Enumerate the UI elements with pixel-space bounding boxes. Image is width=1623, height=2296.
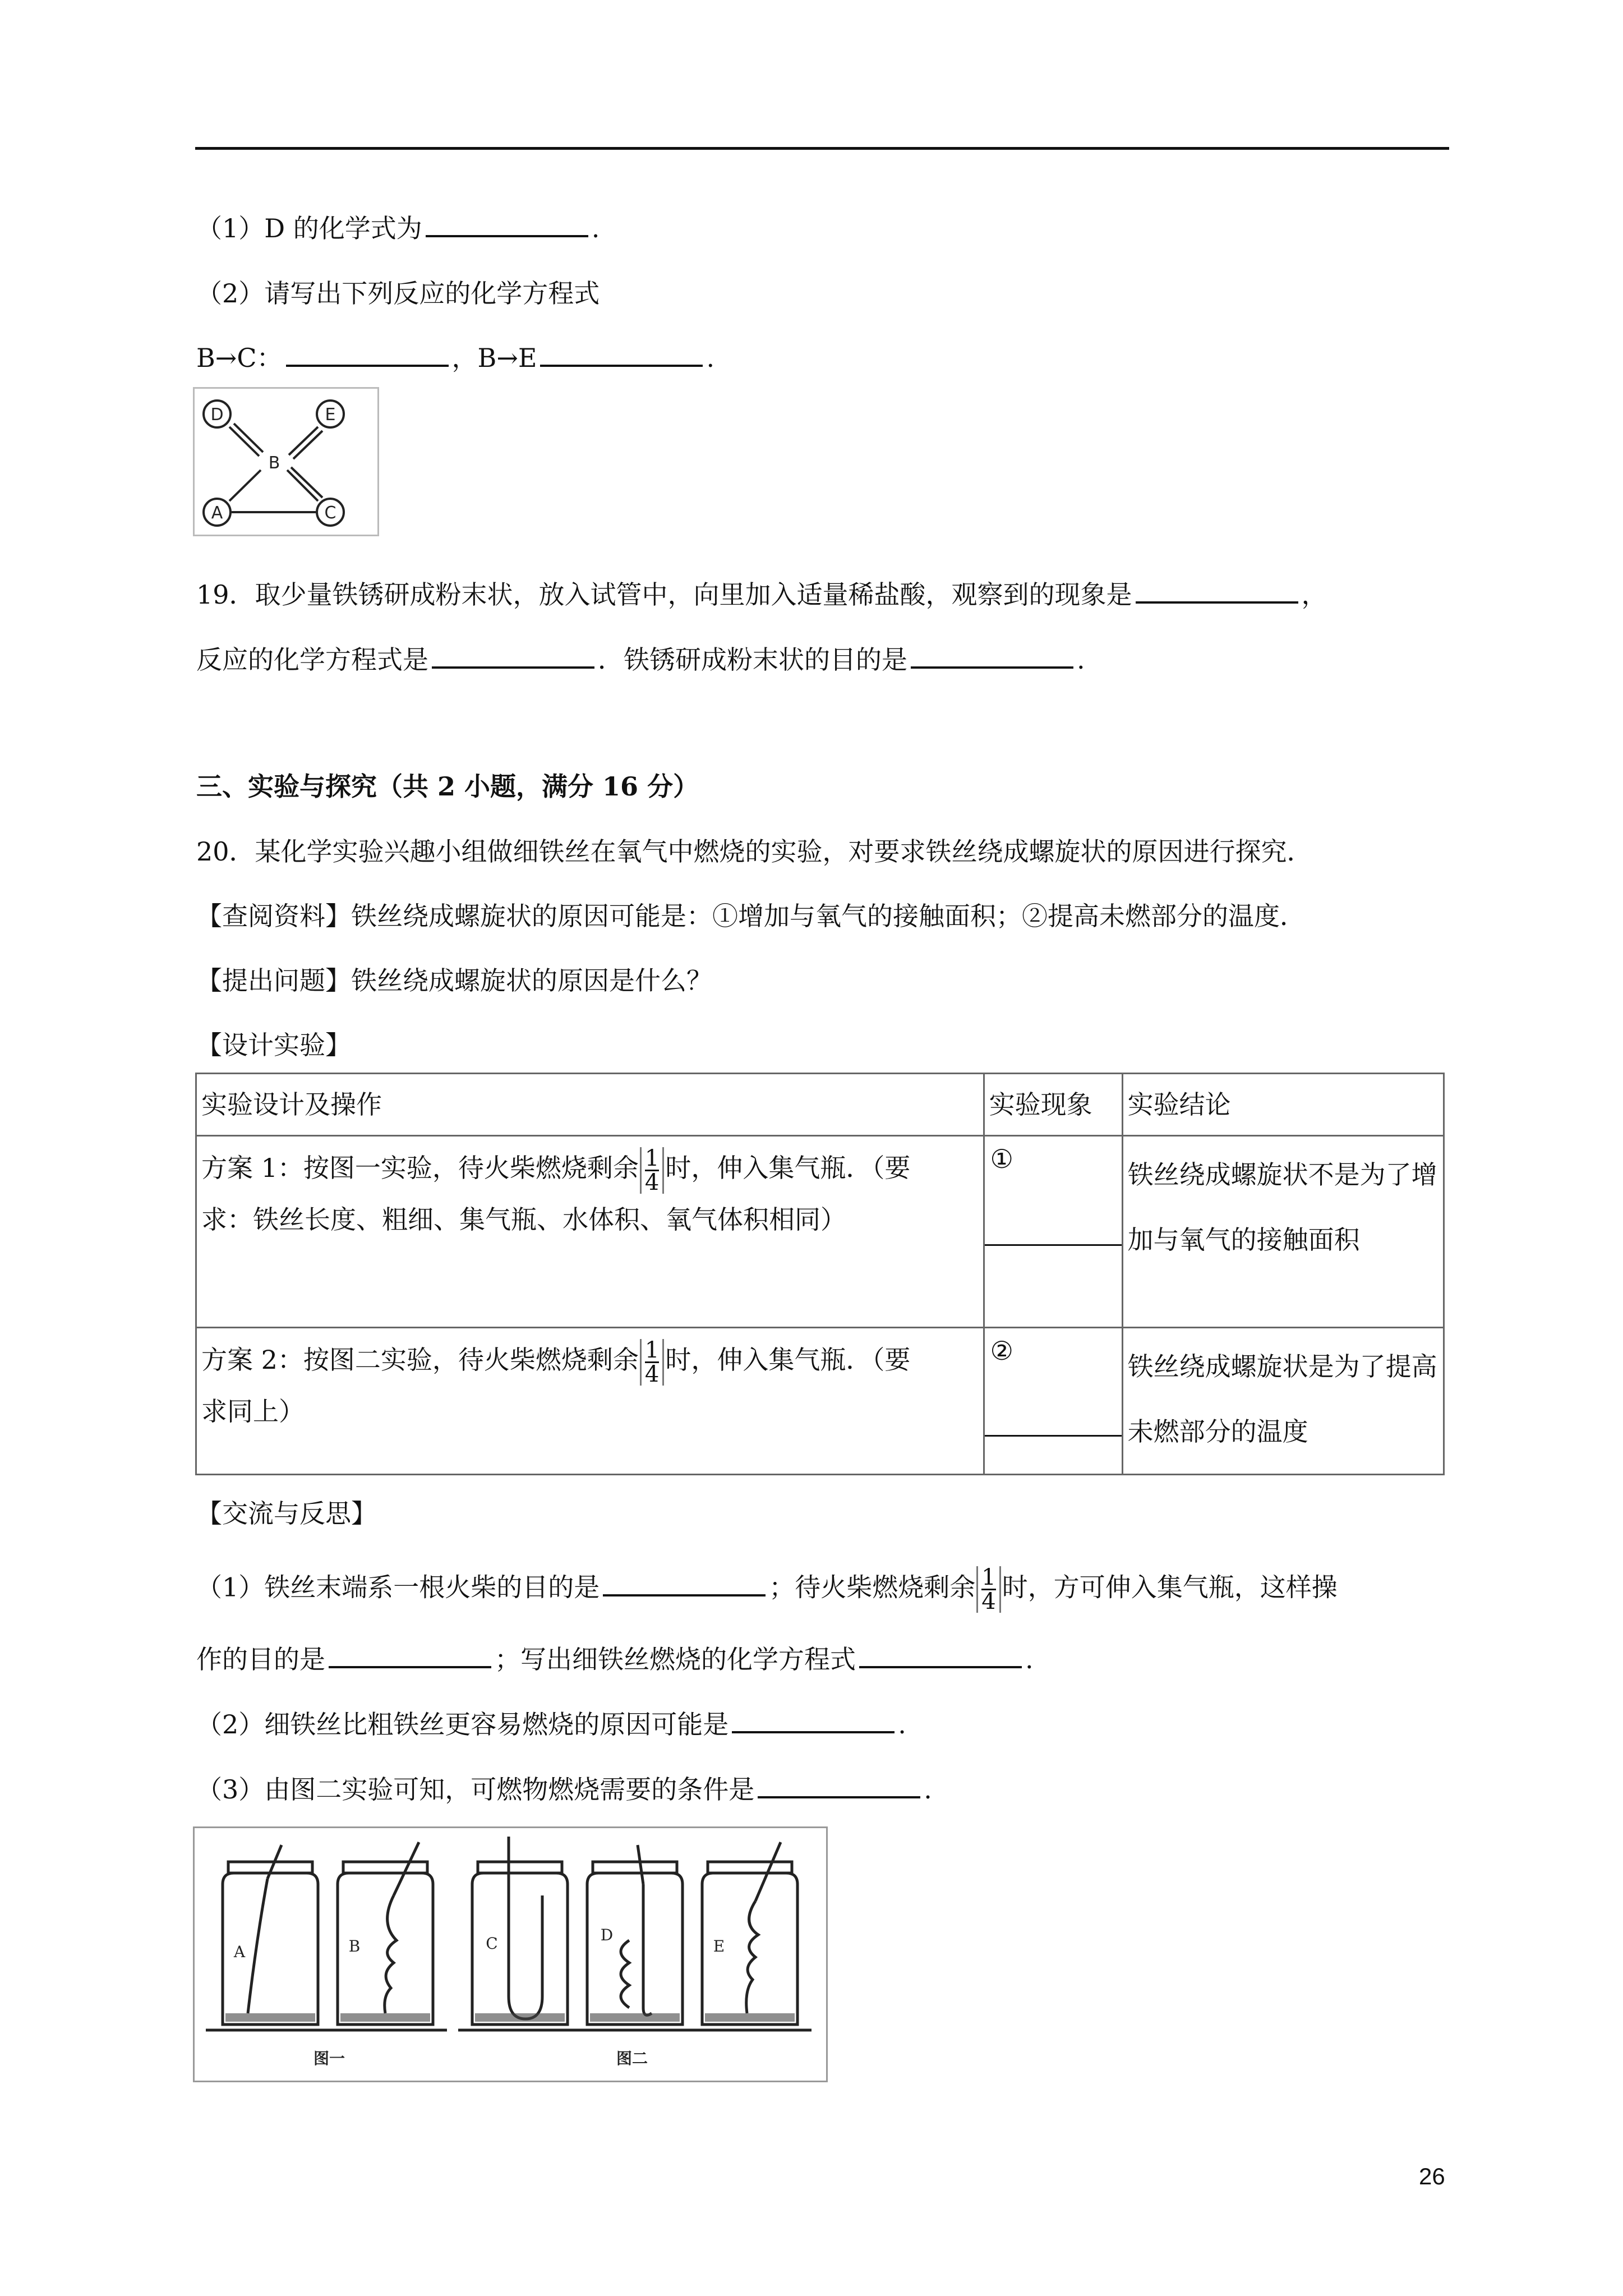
header-phenomenon: 实验现象 — [984, 1074, 1122, 1136]
figure-caption-2: 图二 — [616, 2049, 648, 2068]
table-header-row — [196, 1074, 1444, 1136]
q20-reflect: 【交流与反思】 — [196, 1498, 377, 1529]
q20-design: 【设计实验】 — [196, 1030, 351, 1060]
row1-operation: 方案 1：按图一实验，待火柴燃烧剩余 $\frac{1}{4}$ 时，伸入集气瓶．（要 求：铁丝长度、粗细、集气瓶、水体积、氧气体积相同） — [196, 1136, 984, 1328]
experiment-table — [195, 1073, 1445, 1475]
jar-label-c: C — [486, 1934, 498, 1953]
fraction: $\frac{1}{4}$ — [640, 1339, 664, 1386]
node-b: B — [268, 453, 280, 473]
section-title: 三、实验与探究（共 2 小题，满分 16 分） — [196, 771, 699, 802]
jar-label-b: B — [348, 1937, 361, 1955]
q18-part2: （2）请写出下列反应的化学方程式 — [196, 278, 600, 309]
q20-r3: （3）由图二实验可知，可燃物燃烧需要的条件是 . — [196, 1774, 932, 1805]
jar-label-e: E — [713, 1937, 725, 1955]
answer-blank[interactable] — [911, 646, 1073, 669]
answer-blank[interactable] — [426, 215, 588, 237]
jar-label-d: D — [600, 1926, 614, 1944]
reaction-diagram — [193, 387, 379, 536]
fraction: $\frac{1}{4}$ — [976, 1566, 1000, 1613]
q19-line1: 19．取少量铁锈研成粉末状，放入试管中，向里加入适量稀盐酸，观察到的现象是 ， — [196, 579, 1327, 610]
header-conclusion: 实验结论 — [1122, 1074, 1444, 1136]
answer-blank[interactable] — [603, 1574, 766, 1596]
answer-blank — [985, 1435, 1122, 1437]
answer-blank[interactable] — [540, 344, 703, 367]
answer-blank[interactable] — [329, 1646, 491, 1668]
answer-blank — [985, 1244, 1122, 1246]
jar-figure-svg — [195, 1828, 826, 2081]
answer-blank[interactable] — [1136, 581, 1298, 604]
header-operation: 实验设计及操作 — [196, 1074, 984, 1136]
jar-figure — [193, 1826, 828, 2082]
row2-phenomenon[interactable]: ② — [984, 1328, 1122, 1475]
q18-equations: B→C： ，B→E . — [196, 343, 715, 373]
header-rule — [195, 147, 1449, 150]
row1-conclusion: 铁丝绕成螺旋状不是为了增加与氧气的接触面积 — [1122, 1136, 1444, 1328]
reaction-diagram-svg — [195, 389, 377, 535]
q20-intro: 20．某化学实验兴趣小组做细铁丝在氧气中燃烧的实验，对要求铁丝绕成螺旋状的原因进行探究． — [196, 836, 1313, 867]
q20-r2: （2）细铁丝比粗铁丝更容易燃烧的原因可能是 . — [196, 1709, 906, 1740]
row2-operation: 方案 2：按图二实验，待火柴燃烧剩余 $\frac{1}{4}$ 时，伸入集气瓶．（要 求同上） — [196, 1328, 984, 1475]
q20-question: 【提出问题】铁丝绕成螺旋状的原因是什么？ — [196, 965, 712, 996]
q18-part1: （1）D 的化学式为 . — [196, 213, 600, 243]
table-row — [196, 1328, 1444, 1475]
q20-info: 【查阅资料】铁丝绕成螺旋状的原因可能是：①增加与氧气的接触面积；②提高未燃部分的温度． — [196, 901, 1306, 931]
row2-conclusion: 铁丝绕成螺旋状是为了提高未燃部分的温度 — [1122, 1328, 1444, 1475]
node-d: D — [210, 405, 224, 425]
q20-r1-line2: 作的目的是 ；写出细铁丝燃烧的化学方程式 . — [196, 1644, 1034, 1674]
figure-caption-1: 图一 — [313, 2049, 345, 2068]
fraction: $\frac{1}{4}$ — [640, 1147, 664, 1194]
table-row — [196, 1136, 1444, 1328]
q19-line2: 反应的化学方程式是 ．铁锈研成粉末状的目的是 . — [196, 645, 1085, 675]
node-e: E — [325, 405, 336, 425]
jar-label-a: A — [233, 1943, 246, 1961]
answer-blank[interactable] — [859, 1646, 1022, 1668]
answer-blank[interactable] — [432, 646, 594, 669]
page-number: 26 — [1419, 2163, 1445, 2189]
q20-r1-line1: （1）铁丝末端系一根火柴的目的是 ；待火柴燃烧剩余 $\frac{1}{4}$ 时，方可伸入集气瓶，这样操 — [196, 1565, 1338, 1614]
answer-blank[interactable] — [758, 1776, 920, 1798]
answer-blank[interactable] — [732, 1711, 895, 1733]
answer-blank[interactable] — [286, 344, 449, 367]
row1-phenomenon[interactable]: ① — [984, 1136, 1122, 1328]
node-c: C — [324, 503, 336, 523]
node-a: A — [211, 503, 223, 523]
